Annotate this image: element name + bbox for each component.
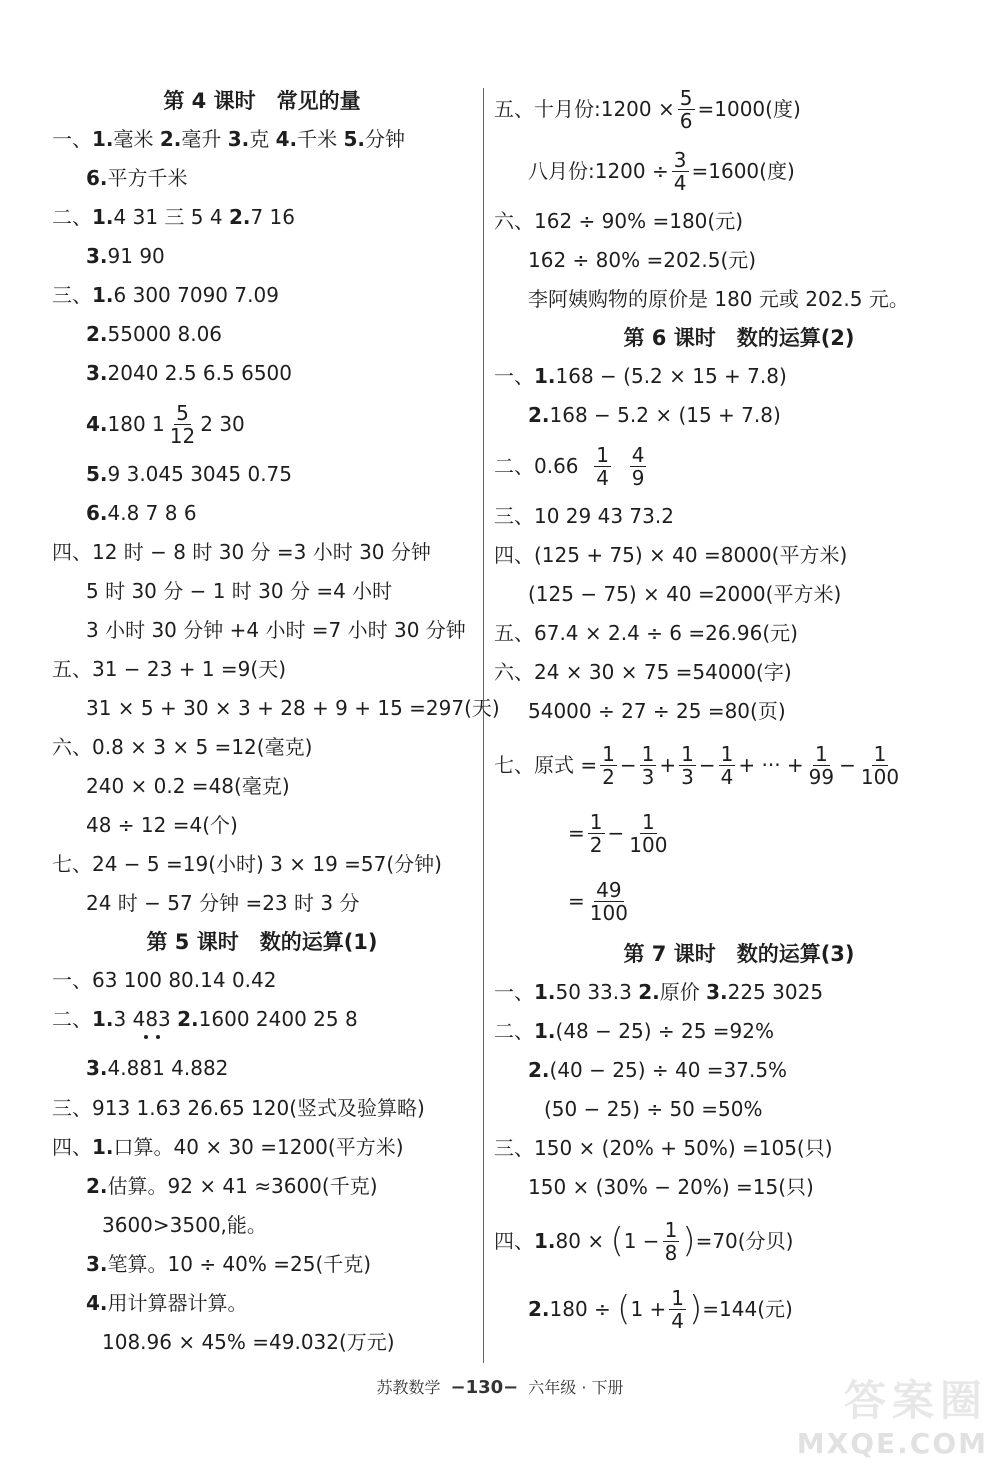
answer-line: 一、1.毫米 2.毫升 3.克 4.千米 5.分钟 xyxy=(52,127,406,151)
answer-line: 五、67.4 × 2.4 ÷ 6 =26.96(元) xyxy=(494,621,798,645)
fraction: $\frac{1}{4}$ xyxy=(720,741,734,789)
answer-line: 24 时 − 57 分钟 =23 时 3 分 xyxy=(86,891,360,915)
fraction: $\frac{5}{6}$ xyxy=(679,85,693,133)
answer-line: 三、10 29 43 73.2 xyxy=(494,504,674,528)
answer-line: 3 小时 30 分钟 +4 小时 =7 小时 30 分钟 xyxy=(86,618,466,642)
section-heading-lesson-4: 第 4 课时 常见的量 xyxy=(163,89,361,113)
answer-line: 150 × (30% − 20%) =15(只) xyxy=(528,1175,814,1199)
fraction: $\frac{5}{12}$ xyxy=(169,400,196,448)
fraction: $\frac{1}{2}$ xyxy=(602,741,615,789)
answer-line: 3.笔算。10 ÷ 40% =25(千克) xyxy=(86,1252,372,1276)
page-number: −130− xyxy=(450,1377,519,1398)
footer-subject: 苏教数学 xyxy=(376,1378,441,1397)
answer-line: 四、12 时 − 8 时 30 分 =3 小时 30 分钟 xyxy=(52,540,431,564)
answer-line: 一、63 100 80.14 0.42 xyxy=(52,968,277,992)
answer-line: 三、150 × (20% + 50%) =105(只) xyxy=(494,1136,833,1160)
fraction: $\frac{1}{4}$ xyxy=(671,1285,685,1333)
answer-line: 4. 180 1 $\frac{5}{12}$ 2 30 xyxy=(86,400,245,448)
answer-line: 3.4.881 4.882 xyxy=(52,1039,472,1089)
answer-line: 三、1.6 300 7090 7.09 xyxy=(52,283,279,307)
repeating-decimal-dot: 1 xyxy=(152,1039,165,1097)
answer-line: 七、24 − 5 =19(小时) 3 × 19 =57(分钟) xyxy=(52,852,442,876)
answer-line: 5.9 3.045 3045 0.75 xyxy=(86,462,292,486)
answer-line: 4.用计算器计算。 xyxy=(86,1291,248,1315)
fraction: $\frac{1}{8}$ xyxy=(664,1217,678,1265)
answer-line: 240 × 0.2 =48(毫克) xyxy=(86,774,290,798)
answer-line: 48 ÷ 12 =4(个) xyxy=(86,813,238,837)
watermark xyxy=(748,1375,988,1463)
answer-line: 李阿姨购物的原价是 180 元或 202.5 元。 xyxy=(528,287,909,311)
section-heading-lesson-7: 第 7 课时 数的运算(3) xyxy=(623,942,855,966)
answer-line: 108.96 × 45% =49.032(万元) xyxy=(102,1330,395,1354)
answer-line: 162 ÷ 80% =202.5(元) xyxy=(528,248,757,272)
section-heading-lesson-6: 第 6 课时 数的运算(2) xyxy=(623,326,855,350)
fraction: $\frac{1}{3}$ xyxy=(641,741,655,789)
answer-line: 二、0.66 $\frac{1}{4}$ $\frac{4}{9}$ xyxy=(494,442,645,490)
answer-line: 五、十月份:1200 × $\frac{5}{6}$ =1000(度) xyxy=(494,85,801,133)
section-heading-lesson-5: 第 5 课时 数的运算(1) xyxy=(146,930,378,954)
answer-line: 三、913 1.63 26.65 120(竖式及验算略) xyxy=(52,1096,425,1120)
answer-line: 6.平方千米 xyxy=(86,166,188,190)
answer-line: 四、1.口算。40 × 30 =1200(平方米) xyxy=(52,1135,404,1159)
repeating-decimal-dot: 8 xyxy=(139,1039,152,1097)
answer-line: = $\frac{1}{2}$ − $\frac{1}{100}$ xyxy=(568,809,668,857)
answer-line: 3.2040 2.5 6.5 6500 xyxy=(86,361,292,385)
answer-line: 5 时 30 分 − 1 时 30 分 =4 小时 xyxy=(86,579,393,603)
watermark-url: MXQE.COM xyxy=(796,1427,988,1460)
answer-line: 六、24 × 30 × 75 =54000(字) xyxy=(494,660,792,684)
answer-line: 2.估算。92 × 41 ≈3600(千克) xyxy=(86,1174,378,1198)
fraction: $\frac{1}{99}$ xyxy=(808,741,835,789)
answer-line: (125 − 75) × 40 =2000(平方米) xyxy=(528,582,842,606)
answer-line: 54000 ÷ 27 ÷ 25 =80(页) xyxy=(528,699,786,723)
answer-line: 31 × 5 + 30 × 3 + 28 + 9 + 15 =297(天) xyxy=(86,696,500,720)
right-column xyxy=(494,78,984,1343)
fraction: $\frac{1}{4}$ xyxy=(596,442,609,490)
fraction: $\frac{1}{100}$ xyxy=(860,741,900,789)
answer-line: 八月份:1200 ÷ $\frac{3}{4}$ =1600(度) xyxy=(528,147,795,195)
answer-line: 七、原式 = $\frac{1}{2}$ − $\frac{1}{3}$ + $\frac{1}{3}$ − $\frac{1}{4}$ + ··· + $\frac{1}{99}$ − $\frac{1}{100}$ xyxy=(494,741,900,789)
answer-line: 二、1.4 31 三 5 4 2.7 16 xyxy=(52,205,295,229)
fraction: $\frac{49}{100}$ xyxy=(589,877,628,925)
answer-line: 四、 1. 80 × ( 1 − $\frac{1}{8}$ ) =70(分贝) xyxy=(494,1217,794,1265)
answer-line: 3.91 90 xyxy=(86,244,165,268)
fraction: $\frac{1}{2}$ xyxy=(589,809,603,857)
fraction: $\frac{1}{3}$ xyxy=(681,741,694,789)
answer-line: 一、1.50 33.3 2.原价 3.225 3025 xyxy=(494,980,824,1004)
fraction: $\frac{4}{9}$ xyxy=(631,442,645,490)
fraction: $\frac{1}{100}$ xyxy=(629,809,668,857)
answer-line: = $\frac{49}{100}$ xyxy=(568,877,628,925)
answer-line: 2.(40 − 25) ÷ 40 =37.5% xyxy=(528,1058,788,1082)
answer-line: 2. 180 ÷ ( 1 + $\frac{1}{4}$ ) =144(元) xyxy=(528,1285,793,1333)
left-column xyxy=(52,82,500,1362)
watermark-logo-text: 答案圈 xyxy=(843,1376,988,1425)
answer-line: 3600>3500,能。 xyxy=(102,1213,267,1237)
answer-line: 四、(125 + 75) × 40 =8000(平方米) xyxy=(494,543,848,567)
answer-line: 6.4.8 7 8 6 xyxy=(86,501,197,525)
answer-line: 六、0.8 × 3 × 5 =12(毫克) xyxy=(52,735,313,759)
answer-line: 五、31 − 23 + 1 =9(天) xyxy=(52,657,287,681)
answer-line: 2.168 − 5.2 × (15 + 7.8) xyxy=(528,403,781,427)
footer-grade: 六年级 · 下册 xyxy=(528,1378,624,1397)
answer-line: (50 − 25) ÷ 50 =50% xyxy=(544,1097,763,1121)
answer-line: 2.55000 8.06 xyxy=(86,322,223,346)
fraction: $\frac{3}{4}$ xyxy=(673,147,687,195)
answer-line: 二、1.(48 − 25) ÷ 25 =92% xyxy=(494,1019,774,1043)
answer-line: 六、162 ÷ 90% =180(元) xyxy=(494,209,743,233)
answer-line: 二、1.3 483 2.1600 2400 25 8 xyxy=(52,1007,358,1031)
answer-line: 一、1.168 − (5.2 × 15 + 7.8) xyxy=(494,364,787,388)
